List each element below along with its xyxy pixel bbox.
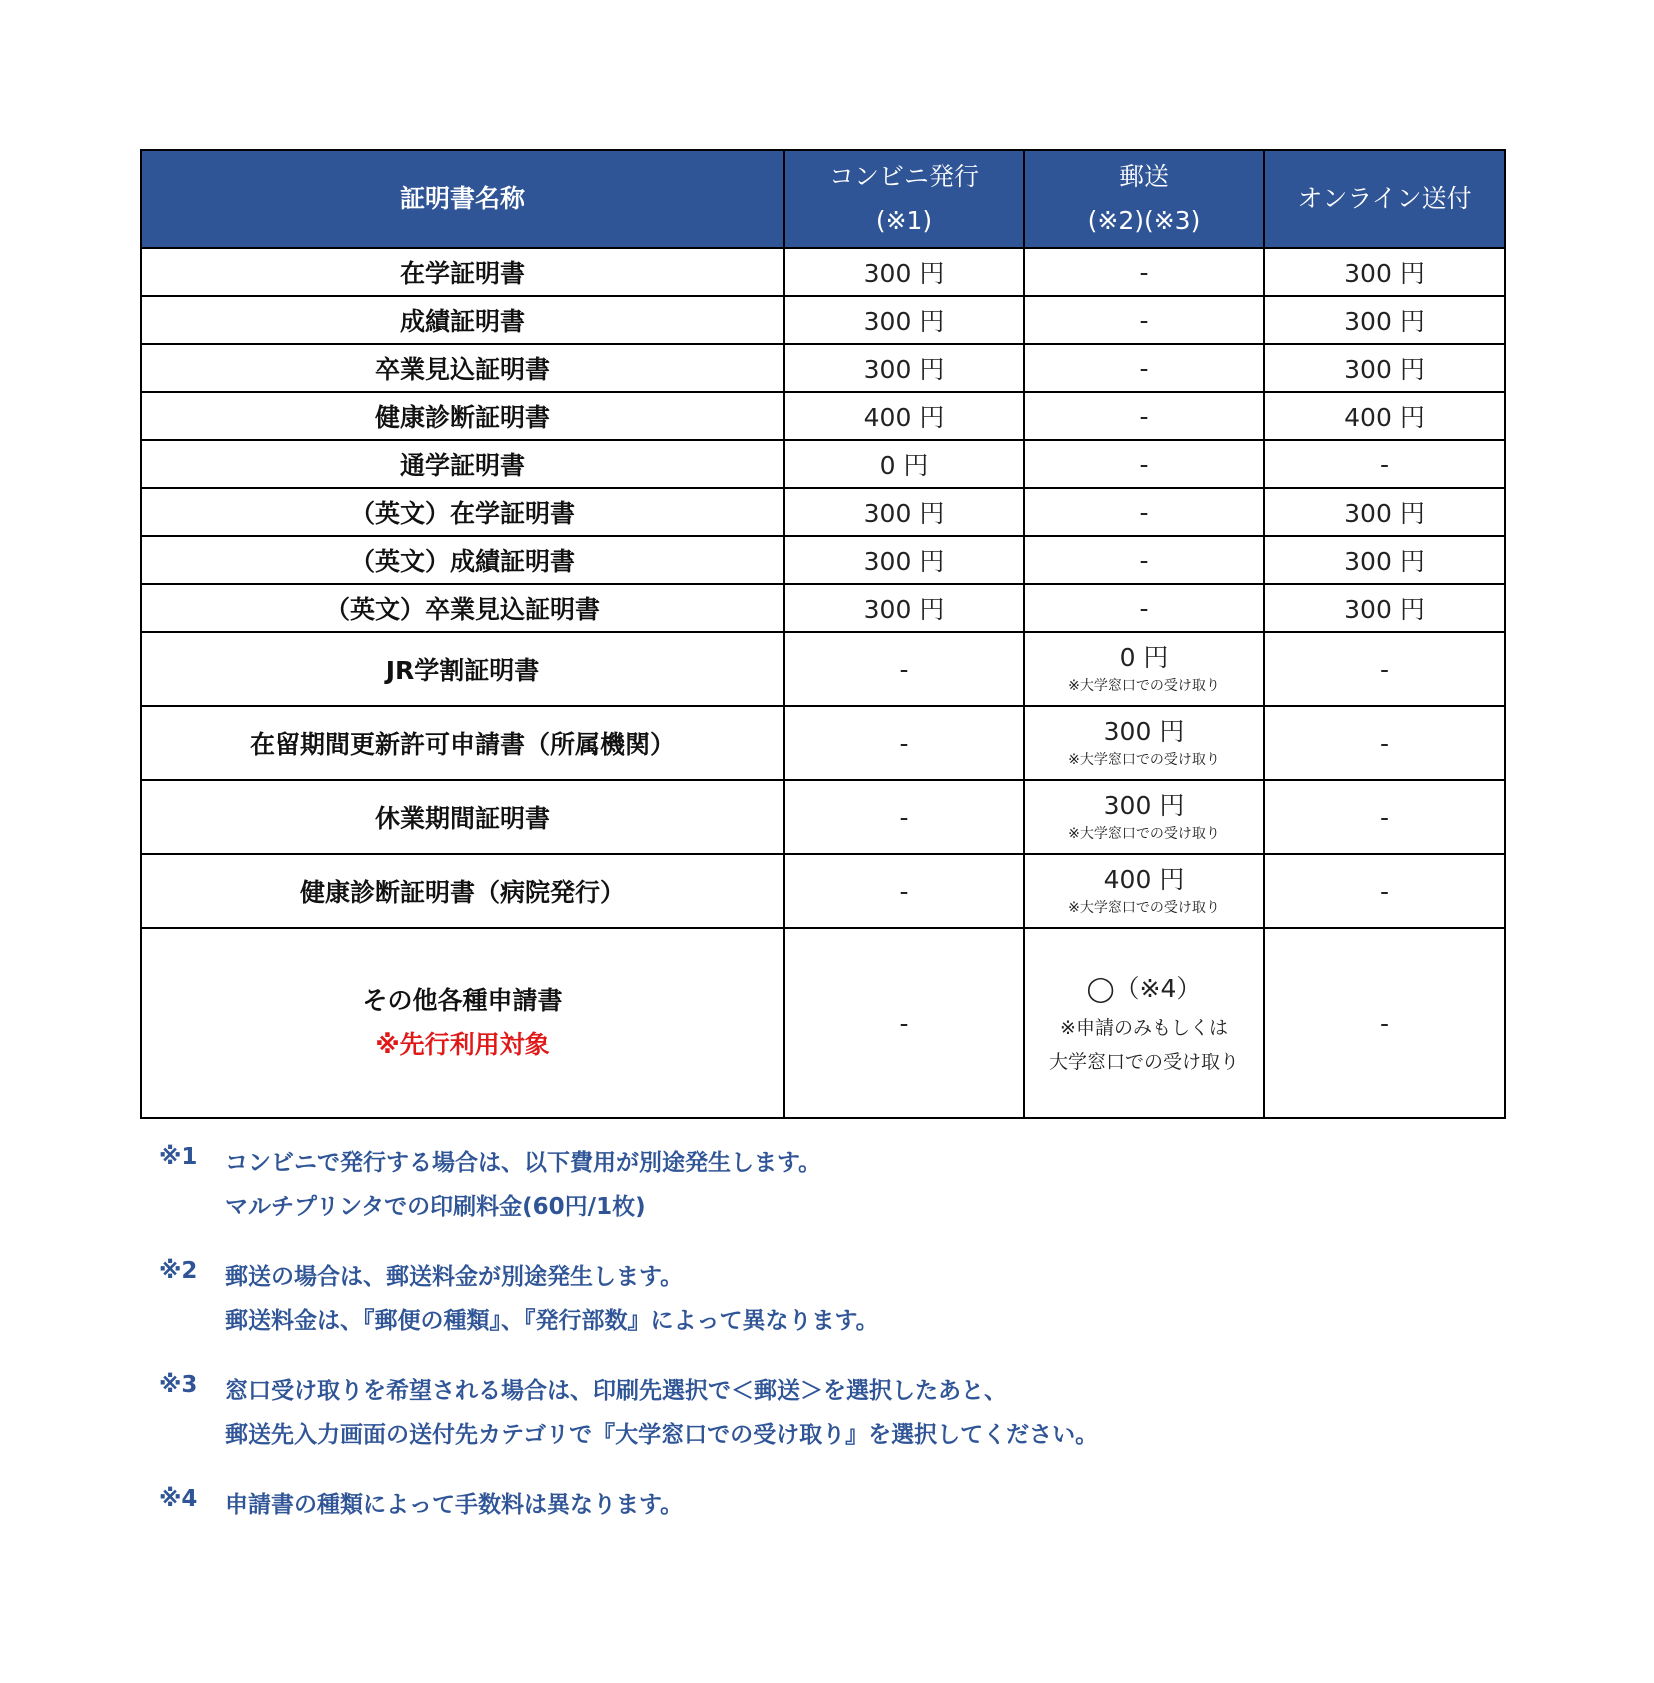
- konbini-fee: -: [784, 632, 1024, 706]
- cert-name: （英文）卒業見込証明書: [141, 584, 784, 632]
- mail-fee: 300 円: [1103, 717, 1185, 746]
- mail-fee: -: [1024, 488, 1264, 536]
- table-row: [141, 928, 1505, 1118]
- header-konbini-note: (※1): [875, 206, 933, 235]
- fee-table: [140, 149, 1506, 1119]
- mail-fee-cell: [1024, 780, 1264, 854]
- header-konbini-label: コンビニ発行: [828, 162, 979, 191]
- mail-fee-cell: [1024, 706, 1264, 780]
- table-header: [141, 150, 1505, 248]
- mail-fee: ◯（※4）: [1086, 974, 1202, 1003]
- konbini-fee: 400 円: [784, 392, 1024, 440]
- online-fee: 400 円: [1264, 392, 1505, 440]
- table-row: [141, 248, 1505, 296]
- footnote-mark: ※4: [159, 1486, 198, 1512]
- table-row: [141, 854, 1505, 928]
- cert-name-cell: [141, 928, 784, 1118]
- table-row: [141, 296, 1505, 344]
- footnote-line: マルチプリンタでの印刷料金(60円/1枚): [225, 1194, 646, 1220]
- konbini-fee: 0 円: [784, 440, 1024, 488]
- mail-fee-note: ※大学窓口での受け取り: [1068, 678, 1220, 694]
- konbini-fee: -: [784, 854, 1024, 928]
- table-row: [141, 440, 1505, 488]
- online-fee: 300 円: [1264, 488, 1505, 536]
- online-fee: 300 円: [1264, 248, 1505, 296]
- table-row: [141, 488, 1505, 536]
- cert-name: その他各種申請書: [362, 986, 563, 1015]
- online-fee: -: [1264, 440, 1505, 488]
- mail-fee: -: [1024, 248, 1264, 296]
- cert-name: 健康診断証明書: [141, 392, 784, 440]
- table-row: [141, 344, 1505, 392]
- mail-fee: -: [1024, 536, 1264, 584]
- mail-fee-note: ※大学窓口での受け取り: [1068, 900, 1220, 916]
- online-fee: -: [1264, 854, 1505, 928]
- cert-name: （英文）成績証明書: [141, 536, 784, 584]
- footnote-line: 窓口受け取りを希望される場合は、印刷先選択で＜郵送＞を選択したあと、: [225, 1378, 1007, 1404]
- table-body: [141, 248, 1505, 1118]
- cert-name: JR学割証明書: [141, 632, 784, 706]
- footnote-line: 郵送料金は、『郵便の種類』、『発行部数』によって異なります。: [225, 1308, 879, 1334]
- mail-fee-note-1: ※申請のみもしくは: [1060, 1017, 1228, 1039]
- header-online: オンライン送付: [1264, 150, 1505, 248]
- konbini-fee: 300 円: [784, 584, 1024, 632]
- cert-name: 休業期間証明書: [141, 780, 784, 854]
- cert-name: 健康診断証明書（病院発行）: [141, 854, 784, 928]
- footnote-line: コンビニで発行する場合は、以下費用が別途発生します。: [225, 1150, 822, 1176]
- header-mail: [1024, 150, 1264, 248]
- mail-fee: 300 円: [1103, 791, 1185, 820]
- footnote-line: 申請書の種類によって手数料は異なります。: [225, 1492, 684, 1518]
- cert-name: 通学証明書: [141, 440, 784, 488]
- online-fee: 300 円: [1264, 296, 1505, 344]
- cert-name: 在留期間更新許可申請書（所属機関）: [141, 706, 784, 780]
- cert-name: 卒業見込証明書: [141, 344, 784, 392]
- footnote-line: 郵送の場合は、郵送料金が別途発生します。: [225, 1264, 684, 1290]
- table-row: [141, 536, 1505, 584]
- footnote-mark: ※3: [159, 1372, 198, 1398]
- early-access-note: ※先行利用対象: [375, 1030, 550, 1059]
- konbini-fee: 300 円: [784, 248, 1024, 296]
- mail-fee-note: ※大学窓口での受け取り: [1068, 752, 1220, 768]
- mail-fee: -: [1024, 584, 1264, 632]
- mail-fee: -: [1024, 296, 1264, 344]
- header-mail-label: 郵送: [1118, 162, 1169, 191]
- table-row: [141, 632, 1505, 706]
- table-row: [141, 392, 1505, 440]
- footnote-line: 郵送先入力画面の送付先カテゴリで『大学窓口での受け取り』を選択してください。: [225, 1422, 1099, 1448]
- table-row: [141, 584, 1505, 632]
- online-fee: -: [1264, 928, 1505, 1118]
- header-mail-note: (※2)(※3): [1087, 206, 1201, 235]
- online-fee: -: [1264, 632, 1505, 706]
- online-fee: 300 円: [1264, 344, 1505, 392]
- online-fee: 300 円: [1264, 584, 1505, 632]
- mail-fee: -: [1024, 440, 1264, 488]
- konbini-fee: 300 円: [784, 536, 1024, 584]
- konbini-fee: 300 円: [784, 344, 1024, 392]
- cert-name: 成績証明書: [141, 296, 784, 344]
- mail-fee-cell: [1024, 854, 1264, 928]
- cert-name: 在学証明書: [141, 248, 784, 296]
- footnote-mark: ※1: [159, 1144, 198, 1170]
- mail-fee: -: [1024, 344, 1264, 392]
- konbini-fee: -: [784, 706, 1024, 780]
- header-konbini: [784, 150, 1024, 248]
- mail-fee: -: [1024, 392, 1264, 440]
- konbini-fee: 300 円: [784, 488, 1024, 536]
- header-name: 証明書名称: [141, 150, 784, 248]
- konbini-fee: 300 円: [784, 296, 1024, 344]
- online-fee: -: [1264, 706, 1505, 780]
- online-fee: -: [1264, 780, 1505, 854]
- mail-fee: 400 円: [1103, 865, 1185, 894]
- mail-fee-note-2: 大学窓口での受け取り: [1048, 1051, 1239, 1073]
- footnote-mark: ※2: [159, 1258, 198, 1284]
- mail-fee-cell: [1024, 632, 1264, 706]
- cert-name: （英文）在学証明書: [141, 488, 784, 536]
- mail-fee-cell: [1024, 928, 1264, 1118]
- mail-fee-note: ※大学窓口での受け取り: [1068, 826, 1220, 842]
- table-row: [141, 780, 1505, 854]
- online-fee: 300 円: [1264, 536, 1505, 584]
- table-row: [141, 706, 1505, 780]
- konbini-fee: -: [784, 928, 1024, 1118]
- konbini-fee: -: [784, 780, 1024, 854]
- mail-fee: 0 円: [1119, 643, 1169, 672]
